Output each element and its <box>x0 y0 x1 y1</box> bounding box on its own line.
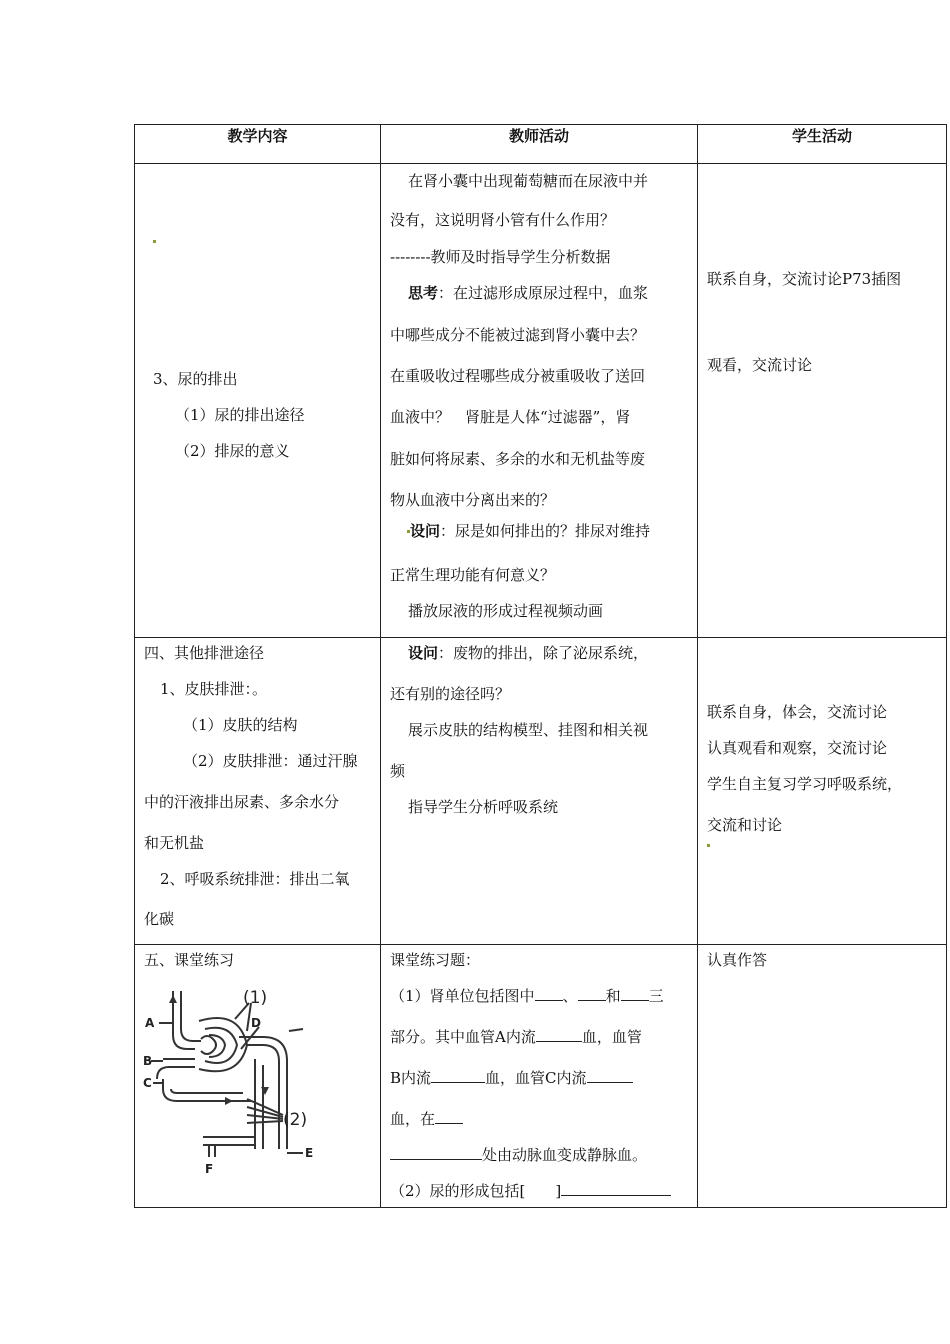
question-line <box>390 1026 642 1047</box>
nephron-diagram <box>143 979 323 1179</box>
answer-blank[interactable] <box>587 1068 633 1083</box>
label-b: B <box>143 1054 153 1068</box>
teacher-line <box>408 642 648 663</box>
content-line: （2）排尿的意义 <box>175 442 290 460</box>
student-line: 观看，交流讨论 <box>707 356 813 374</box>
content-line: 化碳 <box>144 910 175 928</box>
student-line: 联系自身，体会，交流讨论 <box>707 703 888 721</box>
content-line: 四、其他排泄途径 <box>144 644 265 662</box>
content-line: 五、课堂练习 <box>144 951 235 969</box>
row-classroom-exercise <box>135 945 947 1208</box>
content-cell <box>135 164 380 637</box>
question-text: 血，血管 <box>581 1028 642 1046</box>
teacher-cell <box>381 945 697 1207</box>
teacher-line: --------教师及时指导学生分析数据 <box>390 248 611 266</box>
answer-blank[interactable] <box>536 1027 582 1042</box>
label-c: C <box>143 1076 152 1090</box>
teacher-line: 还有别的途径吗？ <box>390 685 511 703</box>
teacher-text: ：在过滤形成原尿过程中，血浆 <box>438 284 649 302</box>
row-urine-excretion <box>135 164 947 638</box>
answer-blank[interactable] <box>390 1145 482 1160</box>
teacher-line <box>408 282 648 303</box>
content-line: 3、尿的排出 <box>153 370 238 388</box>
question-text: 处由动脉血变成静脉血。 <box>482 1146 648 1164</box>
question-text: 血，在 <box>390 1110 436 1128</box>
question-line <box>390 985 664 1006</box>
label-f: F <box>205 1162 214 1176</box>
header-row <box>135 125 947 164</box>
content-line: 和无机盐 <box>144 834 205 852</box>
label-a: A <box>145 1016 155 1030</box>
teacher-line: 没有，这说明肾小管有什么作用？ <box>390 211 616 229</box>
answer-blank[interactable] <box>431 1068 485 1083</box>
content-line: 1、皮肤排泄：。 <box>160 680 268 698</box>
teacher-line: 指导学生分析呼吸系统 <box>408 798 559 816</box>
label-d: D <box>251 1016 261 1030</box>
question-text: 部分。其中血管A内流 <box>390 1028 536 1046</box>
header-content: 教学内容 <box>135 125 381 164</box>
header-student: 学生活动 <box>698 125 947 164</box>
question-line <box>390 1067 633 1088</box>
label-e: E <box>305 1146 314 1160</box>
answer-blank[interactable] <box>621 986 649 1001</box>
header-teacher: 教师活动 <box>381 125 698 164</box>
teacher-line: 物从血液中分离出来的？ <box>390 491 556 509</box>
question-text: 和 <box>605 987 621 1005</box>
question-text: 血，血管C内流 <box>485 1069 587 1087</box>
teacher-line: 在重吸收过程哪些成分被重吸收了送回 <box>390 367 646 385</box>
teacher-line: 中哪些成分不能被过滤到肾小囊中去？ <box>390 326 646 344</box>
student-line: 交流和讨论 <box>707 816 783 834</box>
teacher-cell <box>381 638 697 944</box>
question-line <box>390 1108 463 1129</box>
teacher-text: ：尿是如何排出的？排尿对维持 <box>440 522 651 540</box>
student-line: 学生自主复习学习呼吸系统， <box>707 775 903 793</box>
marker-dot <box>153 240 156 243</box>
student-line: 认真作答 <box>707 951 768 969</box>
answer-blank[interactable] <box>435 1109 463 1124</box>
question-line <box>390 1144 647 1165</box>
teacher-line: 脏如何将尿素、多余的水和无机盐等废 <box>390 450 646 468</box>
lesson-table <box>134 124 947 1208</box>
label-2: (2) <box>283 1110 308 1130</box>
teacher-line: 在肾小囊中出现葡萄糖而在尿液中并 <box>408 172 649 190</box>
teacher-line: 展示皮肤的结构模型、挂图和相关视 <box>408 721 649 739</box>
content-cell <box>135 638 380 944</box>
teacher-cell <box>381 164 697 637</box>
student-cell <box>698 164 946 637</box>
student-line: 认真观看和观察，交流讨论 <box>707 739 888 757</box>
answer-blank[interactable] <box>561 1181 671 1196</box>
student-cell <box>698 638 946 944</box>
content-line: （1）皮肤的结构 <box>183 716 298 734</box>
content-line: 中的汗液排出尿素、多余水分 <box>144 793 340 811</box>
ask-label: 设问 <box>410 522 441 540</box>
teacher-line: 频 <box>390 762 406 780</box>
question-text: （2）尿的形成包括[ ] <box>390 1182 562 1200</box>
answer-blank[interactable] <box>535 986 563 1001</box>
question-line <box>390 1180 671 1201</box>
content-line: 2、呼吸系统排泄：排出二氧 <box>160 870 350 888</box>
ask-label: 设问 <box>408 644 439 662</box>
question-text: 三 <box>648 987 664 1005</box>
student-cell <box>698 945 946 1207</box>
question-text: （1）肾单位包括图中 <box>390 987 535 1005</box>
teacher-line: 血液中？ 肾脏是人体“过滤器”，肾 <box>390 408 631 426</box>
marker-dot <box>707 844 710 847</box>
student-line: 联系自身，交流讨论P73插图 <box>707 270 902 288</box>
label-1: (1) <box>243 988 268 1008</box>
teacher-line: 正常生理功能有何意义？ <box>390 566 556 584</box>
teacher-line <box>410 520 650 541</box>
content-cell <box>135 945 380 1207</box>
teacher-line: 播放尿液的形成过程视频动画 <box>408 602 604 620</box>
row-other-excretion <box>135 638 947 945</box>
question-text: B内流 <box>390 1069 432 1087</box>
content-line: （1）尿的排出途径 <box>175 406 305 424</box>
exercise-title: 课堂练习题： <box>390 951 481 969</box>
question-text: 、 <box>562 987 578 1005</box>
teacher-text: ：废物的排出，除了泌尿系统， <box>438 644 649 662</box>
content-line: （2）皮肤排泄：通过汗腺 <box>183 752 358 770</box>
answer-blank[interactable] <box>578 986 606 1001</box>
think-label: 思考 <box>408 284 439 302</box>
